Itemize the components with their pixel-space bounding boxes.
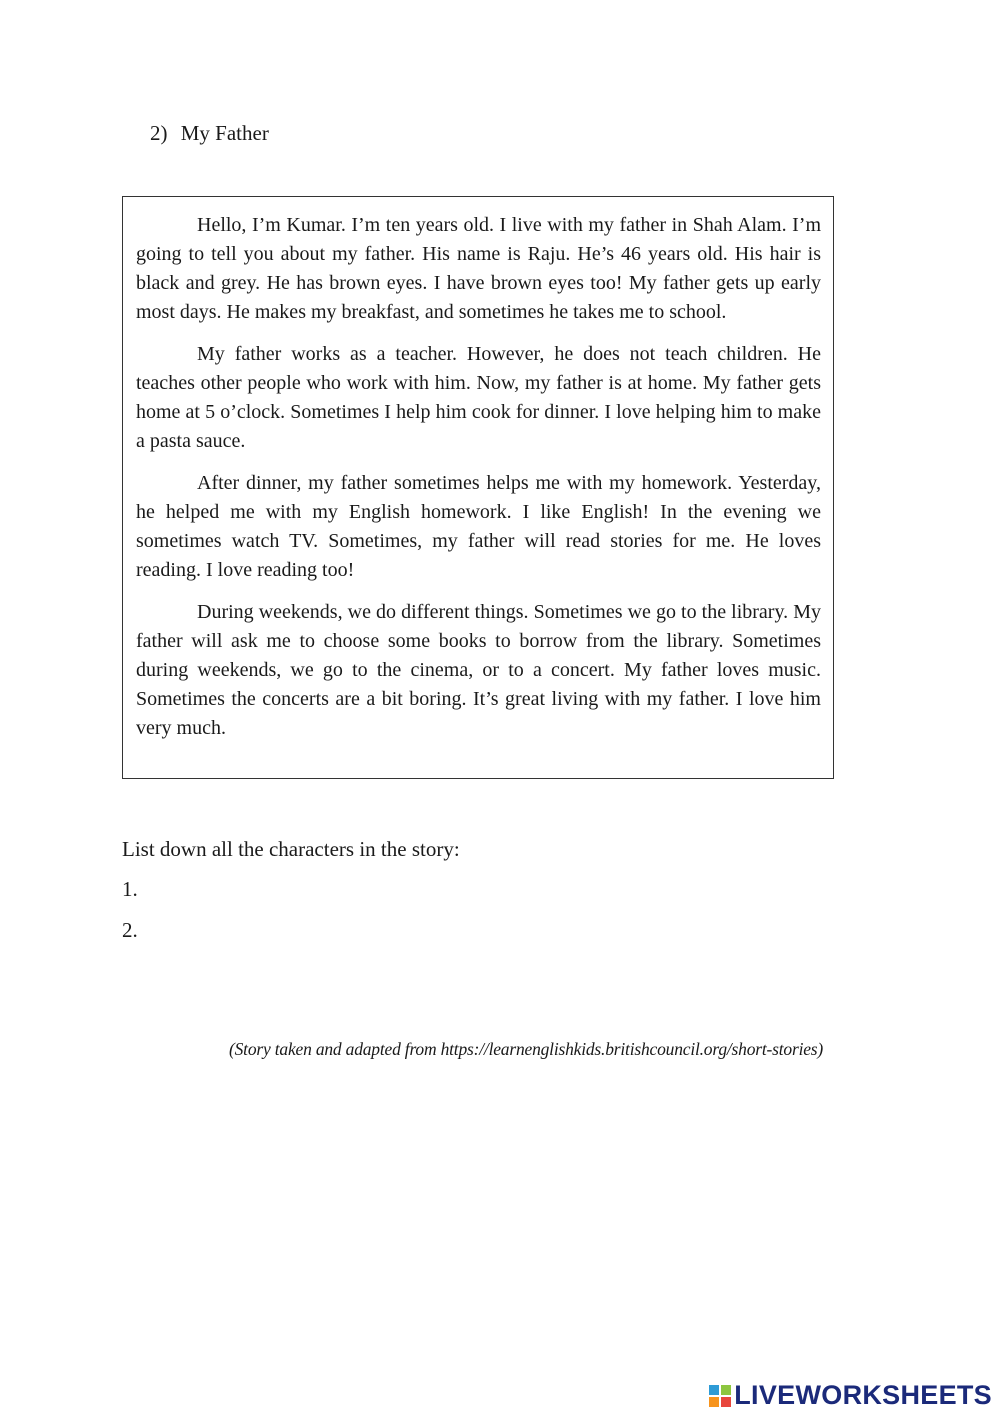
story-paragraph: After dinner, my father sometimes helps me with my homework. Yesterday, he helped me with my English homework. I like English! In the evening we sometimes watch TV. Sometimes, my father will read stories for me. He loves reading. I love reading too! — [136, 472, 821, 581]
logo-square — [708, 1384, 720, 1396]
question-prompt: List down all the characters in the story: — [122, 837, 460, 861]
answer-line-1[interactable]: 1. — [122, 877, 138, 901]
liveworksheets-brand — [708, 1380, 992, 1411]
story-paragraph: My father works as a teacher. However, he does not teach children. He teaches other people who work with him. Now, my father is at home. My father gets home at 5 o’clock. Sometimes I help him cook for dinner. I love helping him to make a pasta sauce. — [136, 343, 821, 452]
logo-square — [720, 1396, 732, 1408]
brand-name: LIVEWORKSHEETS — [734, 1380, 992, 1410]
source-note: (Story taken and adapted from https://learnenglishkids.britishcouncil.org/short-stories) — [229, 1039, 824, 1059]
section-number: 2) — [150, 121, 168, 145]
logo-square — [720, 1384, 732, 1396]
liveworksheets-logo-icon — [708, 1384, 732, 1408]
section-title: My Father — [180, 121, 269, 145]
story-box — [122, 196, 834, 779]
logo-square — [708, 1396, 720, 1408]
story-paragraph: During weekends, we do different things. Sometimes we go to the library. My father will ask me to choose some books to borrow from the library. Sometimes during weekends, we go to the cinema, or to a concert. My father loves music. Sometimes the concerts are a bit boring. It’s great living with my father. I love him very much. — [136, 601, 821, 739]
story-paragraph: Hello, I’m Kumar. I’m ten years old. I live with my father in Shah Alam. I’m going to tell you about my father. His name is Raju. He’s 46 years old. His hair is black and grey. He has brown eyes. I have brown eyes too! My father gets up early most days. He makes my breakfast, and sometimes he takes me to school. — [136, 214, 821, 323]
section-heading — [150, 121, 269, 146]
answer-line-2[interactable]: 2. — [122, 918, 138, 942]
